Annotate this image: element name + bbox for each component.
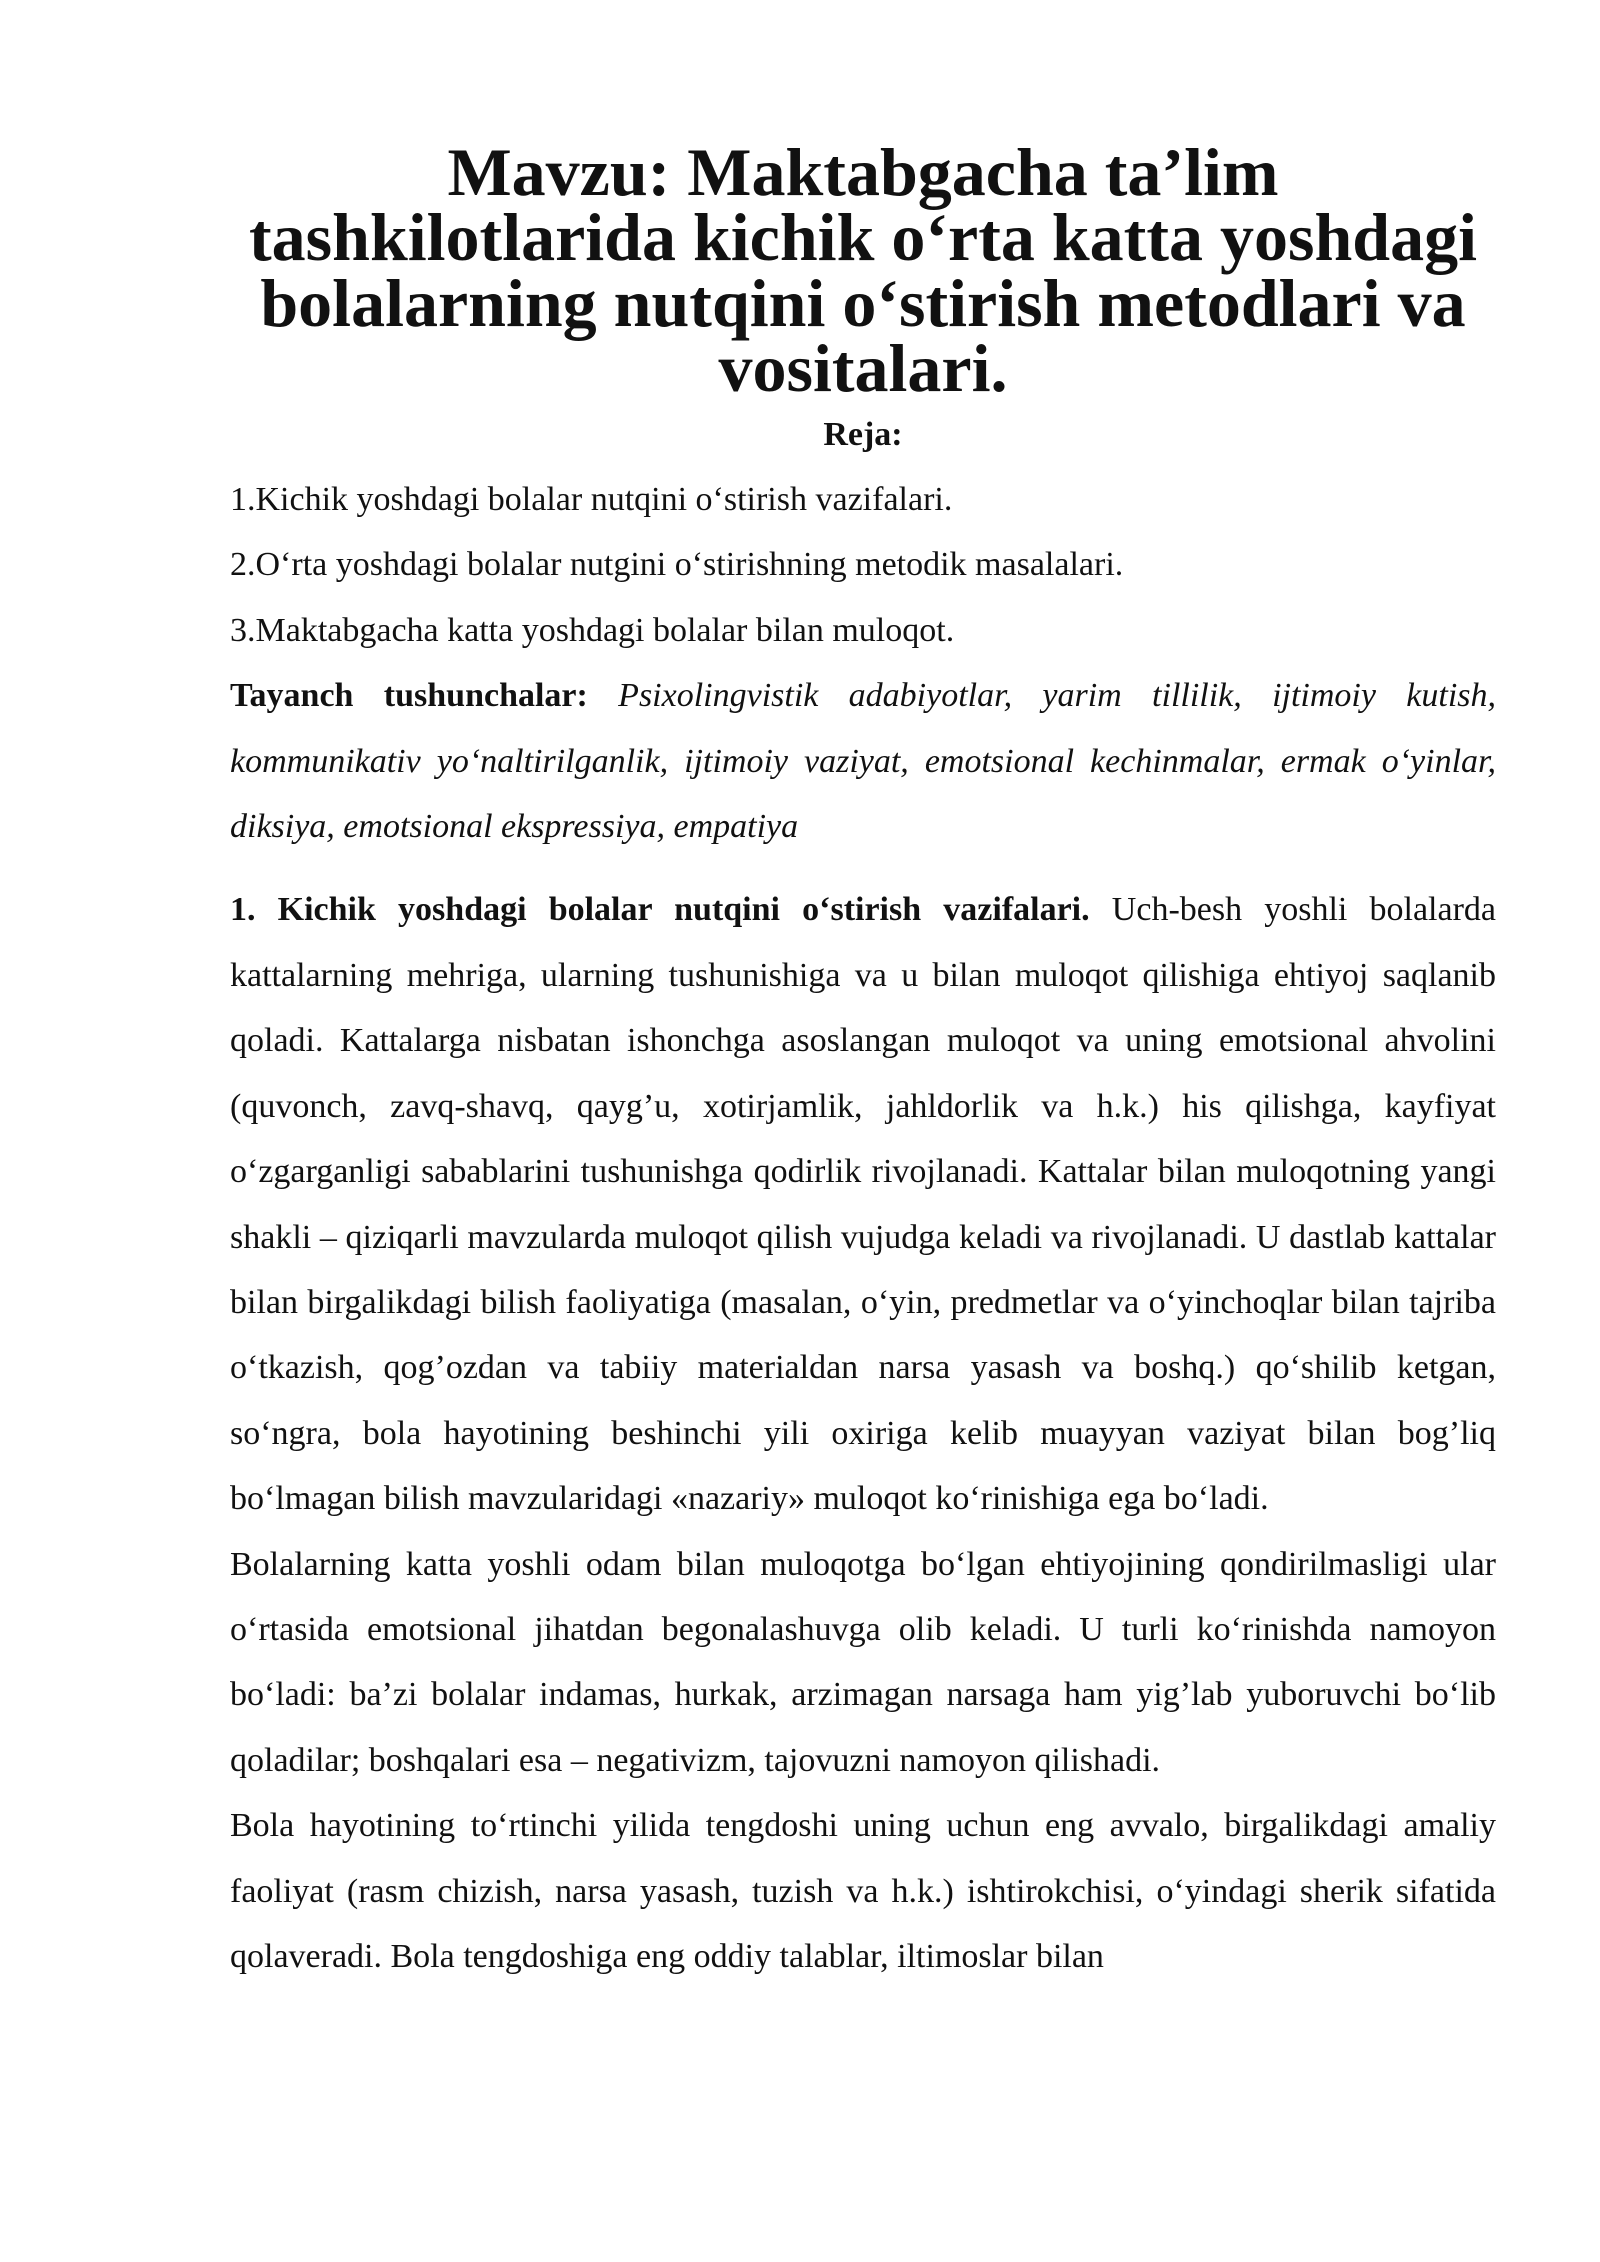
section-1-paragraph	[230, 877, 1496, 1531]
plan-heading: Reja:	[823, 415, 903, 453]
keywords-paragraph	[230, 663, 1496, 859]
title-line-2: bolalarning nutqini o‘stirish metodlari va vositalari.	[260, 264, 1466, 407]
plan-item-2: 2.O‘rta yoshdagi bolalar nutgini o‘stirishning metodik masalalari.	[230, 546, 1124, 584]
plan-item-1: 1.Kichik yoshdagi bolalar nutqini o‘stirish vazifalari.	[230, 481, 953, 519]
document-title	[230, 134, 1496, 407]
title-line-1: Mavzu: Maktabgacha ta’lim tashkilotlarida kichik o‘rta katta yoshdagi	[249, 134, 1477, 276]
body-paragraph-2: Bolalarning katta yoshli odam bilan muloqotga bo‘lgan ehtiyojining qondirilmasligi ular o‘rtasida emotsional jihatdan begonalashuvga olib keladi. U turli ko‘rinishda namoyon bo‘ladi: ba’zi bolalar indamas, hurkak, arzimagan narsaga ham yig’lab yuboruvchi bo‘lib qoladilar; boshqalari esa – negativizm, tajovuzni namoyon qilishadi.	[230, 1545, 1496, 1779]
plan-list	[230, 467, 1496, 663]
keywords-text: Psixolingvistik adabiyotlar, yarim tillilik, ijtimoiy kutish, kommunikativ yo‘naltirilganlik, ijtimoiy vaziyat, emotsional kechinmalar, ermak o‘yinlar, diksiya, emotsional ekspressiya, empatiya	[230, 677, 1497, 846]
keywords-label: Tayanch tushunchalar:	[230, 677, 588, 715]
section-1-text: Uch-besh yoshli bolalarda kattalarning mehriga, ularning tushunishiga va u bilan muloqot qilishiga ehtiyoj saqlanib qoladi. Kattalarga nisbatan ishonchga asoslangan muloqot va uning emotsional ahvolini (quvonch, zavq-shavq, qayg’u, xotirjamlik, jahldorlik va h.k.) his qilishga, kayfiyat o‘zgarganligi sabablarini tushunishga qodirlik rivojlanadi. Kattalar bilan muloqotning yangi shakli – qiziqarli mavzularda muloqot qilish vujudga keladi va rivojlanadi. U dastlab kattalar bilan birgalikdagi bilish faoliyatiga (masalan, o‘yin, predmetlar va o‘yinchoqlar bilan tajriba o‘tkazish, qog’ozdan va tabiiy materialdan narsa yasash va boshq.) qo‘shilib ketgan, so‘ngra, bola hayotining beshinchi yili oxiriga kelib muayyan vaziyat bilan bog’liq bo‘lmagan bilish mavzularidagi «nazariy» muloqot ko‘rinishiga ega bo‘ladi.	[230, 891, 1497, 1518]
section-1-heading: 1. Kichik yoshdagi bolalar nutqini o‘stirish vazifalari.	[230, 891, 1090, 929]
body-paragraph-3: Bola hayotining to‘rtinchi yilida tengdoshi uning uchun eng avvalo, birgalikdagi amaliy faoliyat (rasm chizish, narsa yasash, tuzish va h.k.) ishtirokchisi, o‘yindagi sherik sifatida qolaveradi. Bola tengdoshiga eng oddiy talablar, iltimoslar bilan	[230, 1807, 1496, 1975]
plan-item-3: 3.Maktabgacha katta yoshdagi bolalar bilan muloqot.	[230, 611, 955, 649]
document-page	[230, 134, 1497, 1989]
